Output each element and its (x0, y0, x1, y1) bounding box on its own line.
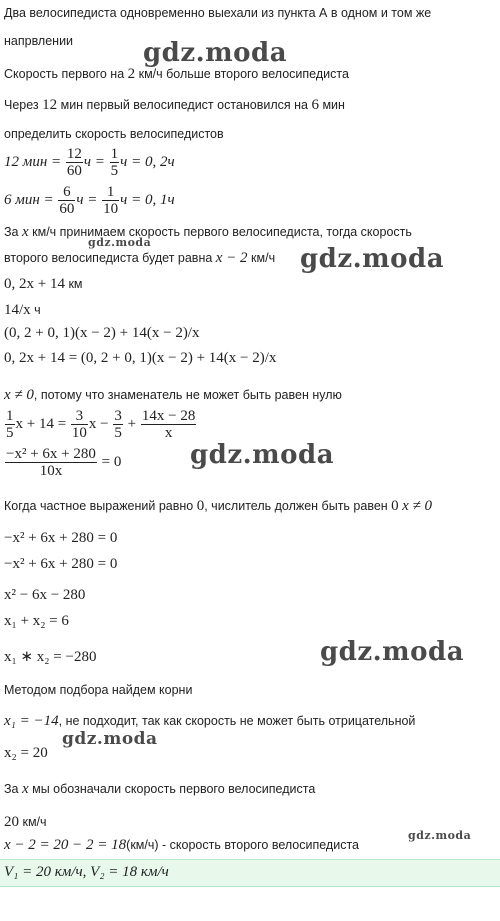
math-term: ч = 0, 2ч (120, 153, 175, 170)
math-equation (4, 146, 175, 179)
fraction-denominator: 10x (39, 463, 63, 479)
watermark: gdz.moda (320, 637, 465, 667)
watermark: gdz.moda (88, 236, 152, 249)
math-fraction (58, 184, 75, 217)
text-fragment: За (4, 225, 22, 239)
text-line (4, 250, 275, 267)
text-line (4, 498, 432, 515)
math-number: 6 (311, 97, 319, 113)
watermark: gdz.moda (408, 829, 472, 842)
math-equation: x₂ = 20 (4, 745, 48, 761)
fraction-denominator: 10 (71, 425, 87, 441)
math-variable: x (21, 781, 29, 797)
math-term: x − (88, 415, 113, 432)
math-fraction (5, 408, 15, 441)
text-line: напрвлении (4, 34, 74, 48)
math-term: ч = (76, 191, 102, 208)
answer-box (0, 859, 500, 887)
math-fraction (113, 408, 123, 441)
math-equation: (0, 2 + 0, 1)(x − 2) + 14(x − 2)/x (4, 325, 200, 341)
text-line (4, 302, 41, 319)
math-number: 0 (196, 498, 205, 514)
text-fragment: ч (30, 303, 41, 317)
math-equation: x₁ ∗ x₂ = −280 (4, 649, 97, 665)
answer-text: V₁ = 20 км/ч, V₂ = 18 км/ч (4, 864, 169, 880)
text-fragment: мин первый велосипедист остановился на (57, 98, 312, 112)
math-term: x + 14 = (15, 415, 70, 432)
math-number: 0 (391, 498, 399, 514)
math-term: ч = (83, 153, 109, 170)
text-line: Два велосипедиста одновременно выехали из пункта А в одном и том же (4, 6, 432, 20)
fraction-numerator: 1 (6, 408, 14, 424)
math-equation: x₁ + x₂ = 6 (4, 613, 69, 629)
math-number: 2 (127, 66, 136, 82)
text-line (4, 387, 342, 404)
math-number: 20 (4, 814, 19, 830)
text-line (4, 713, 415, 730)
fraction-denominator: 60 (59, 201, 75, 217)
math-expression: 14/x (4, 302, 31, 318)
math-expression: x − 2 (215, 250, 248, 266)
watermark: gdz.moda (300, 244, 445, 274)
math-expression: x ≠ 0 (4, 387, 34, 403)
text-line (4, 97, 345, 114)
text-line (4, 814, 47, 831)
text-line (4, 66, 349, 83)
fraction-numerator: 6 (58, 184, 75, 201)
text-fragment: Через (4, 98, 43, 112)
text-fragment: км/ч (247, 251, 276, 265)
math-equation (4, 446, 121, 479)
fraction-numerator: 14x − 28 (141, 408, 196, 424)
math-term: = 0 (97, 453, 122, 470)
fraction-denominator: 5 (114, 425, 122, 441)
math-equation (4, 184, 175, 217)
watermark: gdz.moda (190, 440, 335, 470)
math-expression: x − 2 = 20 − 2 = 18 (4, 837, 127, 853)
math-equation: −x² + 6x + 280 = 0 (4, 530, 118, 546)
math-fraction (110, 146, 120, 179)
fraction-denominator: 60 (66, 163, 82, 179)
fraction-numerator: 3 (71, 408, 88, 425)
watermark: gdz.moda (143, 38, 288, 68)
text-fragment: мин (318, 98, 345, 112)
text-fragment: км (64, 277, 83, 291)
math-fraction (66, 146, 83, 179)
fraction-denominator: x (164, 425, 173, 441)
text-fragment: , потому что знаменатель не может быть равен нулю (33, 388, 342, 402)
watermark: gdz.moda (62, 729, 158, 749)
text-line: определить скорость велосипедистов (4, 127, 224, 141)
text-line (4, 837, 359, 854)
math-expression: x₁ = −14 (4, 713, 59, 729)
fraction-numerator: 1 (102, 184, 119, 201)
math-fraction (141, 408, 196, 441)
text-fragment: , числитель должен быть равен (204, 499, 392, 513)
math-number: 12 (42, 97, 58, 113)
text-fragment: км/ч принимаем скорость первого велосипедиста, тогда скорость (28, 225, 412, 239)
math-expression: 0, 2x + 14 (4, 276, 65, 292)
math-expression: x ≠ 0 (402, 498, 433, 514)
text-line (4, 276, 83, 293)
fraction-numerator: 3 (114, 408, 122, 424)
math-equation: −x² + 6x + 280 = 0 (4, 556, 118, 572)
math-term: + (123, 415, 140, 432)
text-fragment: , не подходит, так как скорость не может быть отрицательной (58, 714, 416, 728)
text-fragment: - скорость второго велосипедиста (158, 838, 359, 852)
text-line (4, 224, 412, 241)
fraction-denominator: 5 (6, 425, 14, 441)
text-fragment: км/ч больше второго велосипедиста (135, 67, 349, 81)
fraction-denominator: 5 (110, 163, 119, 179)
fraction-numerator: 1 (110, 146, 119, 162)
math-equation: 0, 2x + 14 = (0, 2 + 0, 1)(x − 2) + 14(x − 2)/x (4, 350, 277, 366)
text-fragment: второго велосипедиста будет равна (4, 251, 216, 265)
math-fraction (5, 446, 97, 479)
math-equation (4, 408, 197, 441)
math-fraction (102, 184, 119, 217)
math-term: 12 мин = (4, 153, 65, 170)
math-variable: x (21, 224, 29, 240)
text-fragment: км/ч (19, 815, 47, 829)
text-line (4, 781, 315, 798)
text-fragment: мы обозначали скорость первого велосипедиста (28, 782, 316, 796)
text-fragment: (км/ч) (126, 838, 159, 852)
fraction-numerator: 12 (66, 146, 82, 162)
text-fragment: Скорость первого на (4, 67, 128, 81)
fraction-numerator: −x² + 6x + 280 (6, 446, 96, 462)
fraction-denominator: 10 (103, 201, 119, 217)
text-fragment: Когда частное выражений равно (4, 499, 197, 513)
text-fragment: За (4, 782, 22, 796)
math-fraction (71, 408, 88, 441)
math-term: ч = 0, 1ч (120, 191, 175, 208)
math-term: 6 мин = (4, 191, 58, 208)
text-line: Методом подбора найдем корни (4, 683, 193, 697)
math-equation: x² − 6x − 280 (4, 587, 86, 603)
